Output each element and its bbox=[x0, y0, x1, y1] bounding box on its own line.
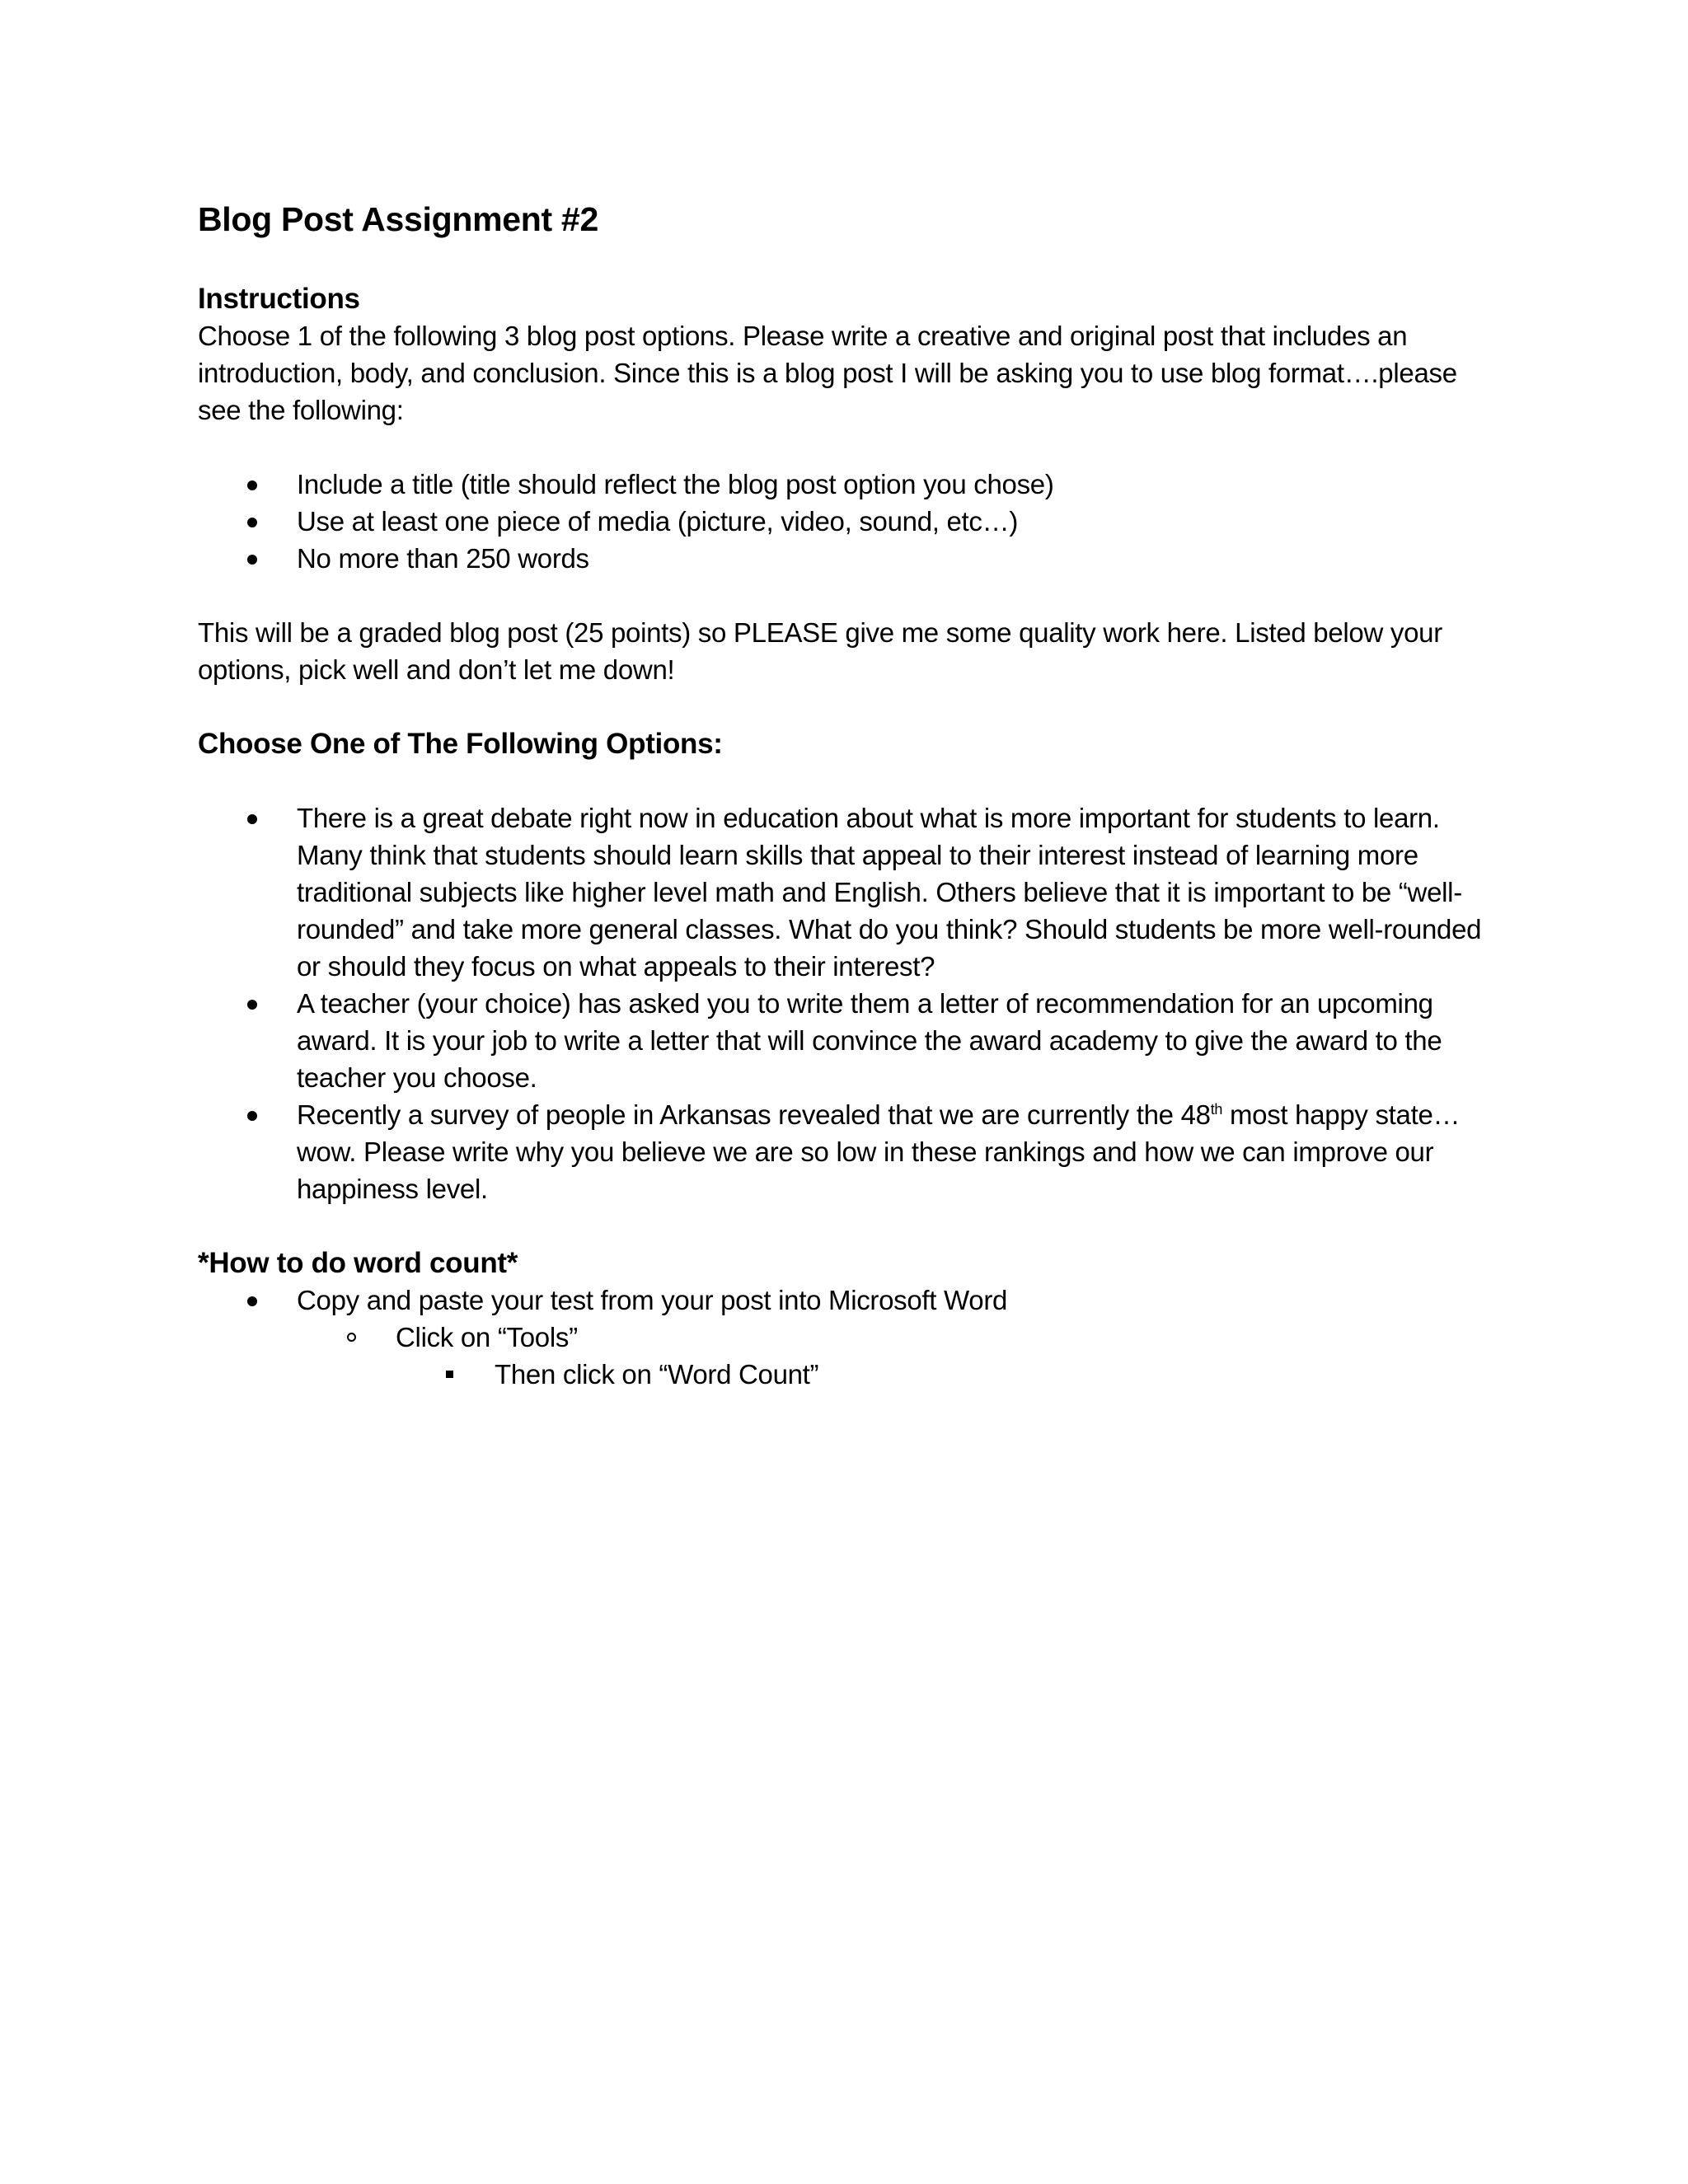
graded-note: This will be a graded blog post (25 points) so PLEASE give me some quality work here. Listed below your options, pick well and don’t let me down! bbox=[198, 617, 1442, 685]
word-count-subsubstep-text: Then click on “Word Count” bbox=[495, 1359, 819, 1390]
word-count-substep-text: Click on “Tools” bbox=[396, 1322, 578, 1352]
bullet-icon bbox=[247, 555, 257, 565]
bullet-icon bbox=[247, 1111, 257, 1121]
ordinal-suffix: th bbox=[1210, 1101, 1223, 1118]
option-item-text: There is a great debate right now in education about what is more important for students to learn. Many think that students should learn skills that appeal to their interest instead of learning more traditional subjects like higher level math and English. Others believe that it is important to be “well-rounded” and take more general classes. What do you think? Should students be more well-rounded or should they focus on what appeals to their interest? bbox=[297, 803, 1482, 982]
word-count-step bbox=[198, 1282, 1492, 1319]
spacer bbox=[198, 688, 1492, 725]
bullet-icon bbox=[247, 1000, 257, 1010]
option-item-text-start: Recently a survey of people in Arkansas revealed that we are currently the 48 bbox=[297, 1099, 1211, 1130]
format-item-text: Use at least one piece of media (picture, video, sound, etc…) bbox=[297, 506, 1019, 537]
square-bullet-icon bbox=[446, 1371, 453, 1378]
options-list bbox=[198, 799, 1492, 1207]
bullet-icon bbox=[247, 480, 257, 490]
spacer bbox=[198, 1207, 1492, 1244]
document-page bbox=[198, 198, 1492, 1393]
format-item bbox=[198, 503, 1492, 540]
bullet-icon bbox=[247, 814, 257, 824]
option-item bbox=[198, 1096, 1492, 1207]
format-item bbox=[198, 466, 1492, 503]
word-count-substep bbox=[198, 1319, 1492, 1356]
spacer bbox=[198, 577, 1492, 614]
word-count-subsubstep bbox=[198, 1356, 1492, 1393]
instructions-heading: Instructions bbox=[198, 283, 360, 315]
format-item-text: Include a title (title should reflect the blog post option you chose) bbox=[297, 469, 1054, 499]
option-item bbox=[198, 985, 1492, 1096]
spacer bbox=[198, 429, 1492, 466]
instructions-intro: Choose 1 of the following 3 blog post options. Please write a creative and original post that includes an introduction, body, and conclusion. Since this is a blog post I will be asking you to use blog format….please see the following: bbox=[198, 321, 1457, 425]
word-count-heading: *How to do word count* bbox=[198, 1247, 518, 1279]
format-list bbox=[198, 466, 1492, 577]
option-item-text: A teacher (your choice) has asked you to write them a letter of recommendation for an upcoming award. It is your job to write a letter that will convince the award academy to give the award to the teacher you choose. bbox=[297, 988, 1442, 1093]
option-item bbox=[198, 799, 1492, 985]
word-count-step-text: Copy and paste your test from your post into Microsoft Word bbox=[297, 1285, 1008, 1315]
option-item-text-end: most happy state…wow. Please write why you believe we are so low in these rankings and how we can improve our happiness level. bbox=[297, 1099, 1461, 1204]
format-item-text: No more than 250 words bbox=[297, 543, 589, 574]
bullet-icon bbox=[247, 1296, 257, 1306]
page-title: Blog Post Assignment #2 bbox=[198, 200, 598, 238]
format-item bbox=[198, 540, 1492, 577]
options-heading: Choose One of The Following Options: bbox=[198, 728, 723, 760]
circle-bullet-icon bbox=[347, 1333, 356, 1342]
spacer bbox=[198, 762, 1492, 799]
word-count-steps bbox=[198, 1282, 1492, 1393]
bullet-icon bbox=[247, 518, 257, 527]
